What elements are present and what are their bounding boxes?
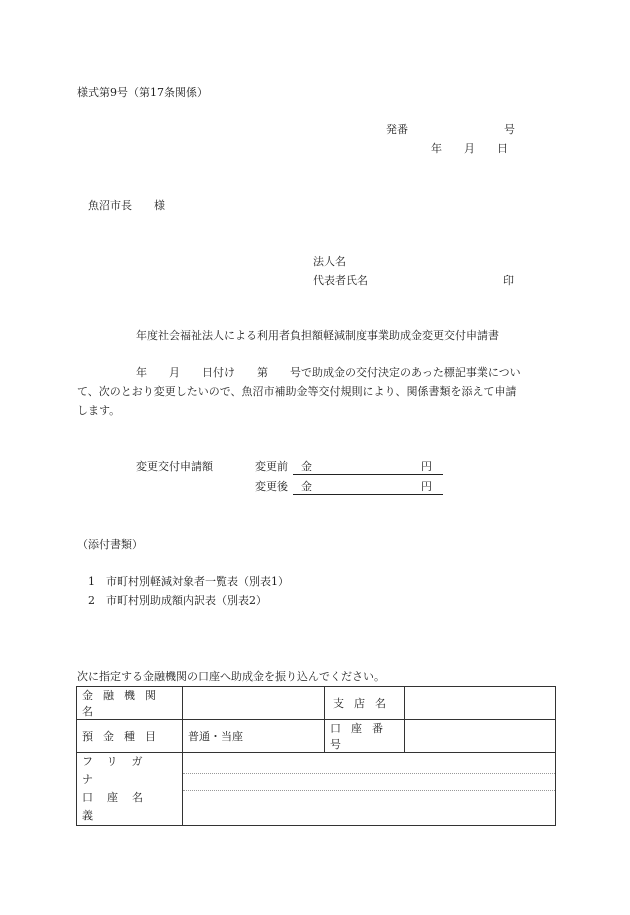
seal-label: 印	[503, 274, 514, 287]
amount-before-label: 変更前	[255, 460, 288, 473]
institution-field[interactable]	[183, 687, 325, 720]
branch-label: 支店名	[325, 687, 405, 720]
furigana-line	[183, 774, 555, 791]
issue-number-prefix: 発番	[386, 123, 408, 136]
amount-after-label: 変更後	[255, 480, 288, 493]
table-row	[77, 753, 556, 826]
attachment-item: 1 市町村別軽減対象者一覧表（別表1）	[88, 575, 289, 588]
body-line-3: します。	[77, 404, 121, 417]
furigana-line	[183, 757, 555, 774]
holder-labels	[77, 753, 183, 826]
body-line-2: て、次のとおり変更したいので、魚沼市補助金等交付規則により、関係書類を添えて申請	[77, 385, 517, 398]
issue-number-suffix: 号	[504, 123, 515, 136]
furigana-label: フリガナ	[82, 755, 157, 786]
amount-after-field[interactable]	[293, 480, 443, 495]
corp-name-label: 法人名	[313, 255, 346, 268]
bank-account-table	[76, 686, 556, 826]
attachments-heading: （添付書類）	[77, 538, 143, 551]
currency-prefix: 金	[301, 480, 312, 493]
table-row	[77, 687, 556, 720]
amount-before-field[interactable]	[293, 460, 443, 475]
currency-suffix: 円	[421, 480, 432, 493]
holder-field[interactable]	[183, 753, 556, 826]
currency-prefix: 金	[301, 460, 312, 473]
account-number-field[interactable]	[405, 720, 556, 753]
bank-instruction: 次に指定する金融機関の口座へ助成金を振り込んでください。	[77, 670, 385, 683]
form-number: 様式第9号（第17条関係）	[77, 86, 208, 99]
account-number-label: 口座番号	[325, 720, 405, 753]
body-line-1: 年 月 日付け 第 号で助成金の交付決定のあった標記事業につい	[136, 366, 521, 379]
account-type-value[interactable]: 普通・当座	[183, 720, 325, 753]
amount-label: 変更交付申請額	[136, 460, 213, 473]
addressee: 魚沼市長 様	[88, 199, 165, 212]
attachment-item: 2 市町村別助成額内訳表（別表2）	[88, 594, 267, 607]
holder-label: 口座名義	[82, 791, 157, 822]
branch-field[interactable]	[405, 687, 556, 720]
document-title: 年度社会福祉法人による利用者負担額軽減制度事業助成金変更交付申請書	[136, 329, 499, 342]
account-type-label: 預金種目	[77, 720, 183, 753]
table-row	[77, 720, 556, 753]
issue-date: 年 月 日	[431, 142, 508, 155]
currency-suffix: 円	[421, 460, 432, 473]
institution-label: 金融機関名	[77, 687, 183, 720]
holder-line	[183, 791, 555, 821]
rep-name-label: 代表者氏名	[313, 274, 368, 287]
